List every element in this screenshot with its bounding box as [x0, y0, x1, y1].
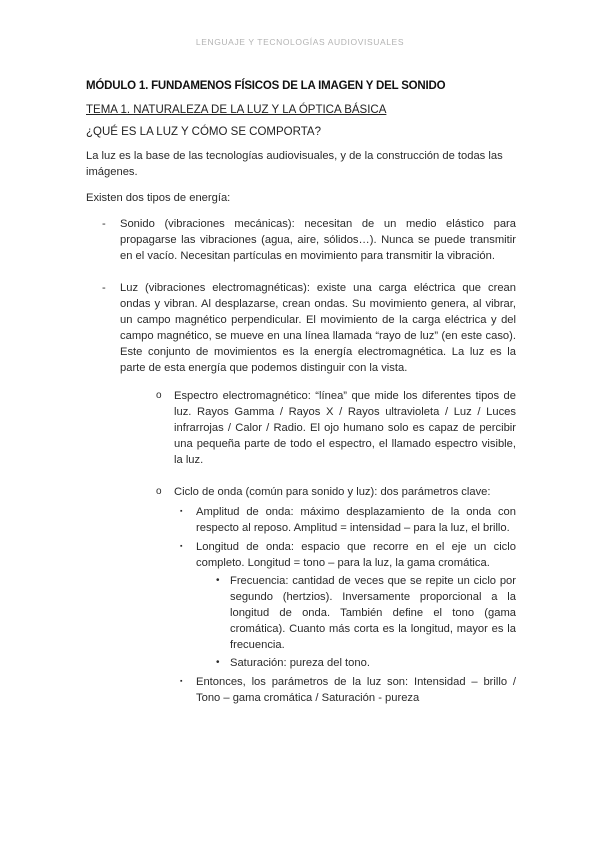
- list-item-amplitude: [174, 504, 516, 536]
- square-bullet-icon: ▪: [180, 508, 183, 515]
- list-item-saturation: [216, 655, 516, 671]
- dash-bullet-icon: -: [102, 282, 106, 294]
- list-item-wave-cycle: [156, 484, 516, 706]
- dash-bullet-icon: -: [102, 218, 106, 230]
- module-title: MÓDULO 1. FUNDAMENOS FÍSICOS DE LA IMAGEN Y DEL SONIDO: [86, 80, 446, 92]
- list-item-text: Longitud de onda: espacio que recorre en el eje un ciclo completo. Longitud = tono – para la luz, la gama cromática.: [196, 541, 516, 569]
- light-sublist: [156, 388, 516, 706]
- list-item-wavelength: [174, 539, 516, 671]
- topic-title: TEMA 1. NATURALEZA DE LA LUZ Y LA ÓPTICA BÁSICA: [86, 104, 387, 116]
- disc-bullet-icon: •: [216, 657, 220, 668]
- list-item-text: Espectro electromagnético: “línea” que mide los diferentes tipos de luz. Rayos Gamma / Rayos X / Rayos ultravioleta / Luz / Luces infrarrojas / Calor / Radio. El ojo humano solo es capaz de percibir una pequeña parte de todo el espectro, el llamado espectro visible, la luz.: [174, 390, 516, 466]
- page-header: LENGUAJE Y TECNOLOGÍAS AUDIOVISUALES: [195, 37, 405, 47]
- wavelength-details-list: [216, 573, 516, 671]
- list-item-summary: [174, 674, 516, 706]
- intro-paragraph: La luz es la base de las tecnologías audiovisuales, y de la construcción de todas las imágenes.: [86, 150, 503, 178]
- list-item-text: Frecuencia: cantidad de veces que se repite un ciclo por segundo (hertzios). Inversamente proporcional a la longitud de onda. También define el tono (gama cromática). Cuanto más corta es la longitud, mayor es la frecuencia.: [230, 575, 516, 651]
- list-item-spectrum: [156, 388, 516, 468]
- list-item-text: Sonido (vibraciones mecánicas): necesitan de un medio elástico para propagarse las vibraciones (agua, aire, sólidos…). Nunca se puede transmitir en el vacío. Necesitan partículas en movimiento para transmitir la vibración.: [120, 218, 516, 262]
- list-item-text: Luz (vibraciones electromagnéticas): existe una carga eléctrica que crean ondas y vibran. Al desplazarse, crean ondas. Su movimiento genera, al vibrar, un campo magnético perpendicular. El movimiento de la carga eléctrica y del campo magnético, se mueve en una línea llamada “rayo de luz” (en este caso). Este conjunto de movimientos es la energía electromagnética. La luz es la parte de esta energía que podemos distinguir con la vista.: [120, 282, 516, 374]
- square-bullet-icon: ▪: [180, 543, 183, 550]
- list-item-sound: [86, 216, 516, 264]
- list-item-light: [86, 280, 516, 376]
- list-item-text: Entonces, los parámetros de la luz son: Intensidad – brillo / Tono – gama cromática / Saturación - pureza: [196, 676, 516, 704]
- circle-bullet-icon: o: [156, 486, 162, 497]
- disc-bullet-icon: •: [216, 575, 220, 586]
- list-item-text: Ciclo de onda (común para sonido y luz): dos parámetros clave:: [174, 486, 491, 498]
- section-question: ¿QUÉ ES LA LUZ Y CÓMO SE COMPORTA?: [86, 126, 321, 138]
- wave-params-list: [174, 504, 516, 706]
- list-item-frequency: [216, 573, 516, 653]
- page-content: [86, 80, 516, 709]
- circle-bullet-icon: o: [156, 390, 162, 401]
- energy-intro: Existen dos tipos de energía:: [86, 192, 231, 204]
- square-bullet-icon: ▪: [180, 678, 183, 685]
- list-item-text: Saturación: pureza del tono.: [230, 657, 370, 669]
- list-item-text: Amplitud de onda: máximo desplazamiento de la onda con respecto al reposo. Amplitud = intensidad – para la luz, el brillo.: [196, 506, 516, 534]
